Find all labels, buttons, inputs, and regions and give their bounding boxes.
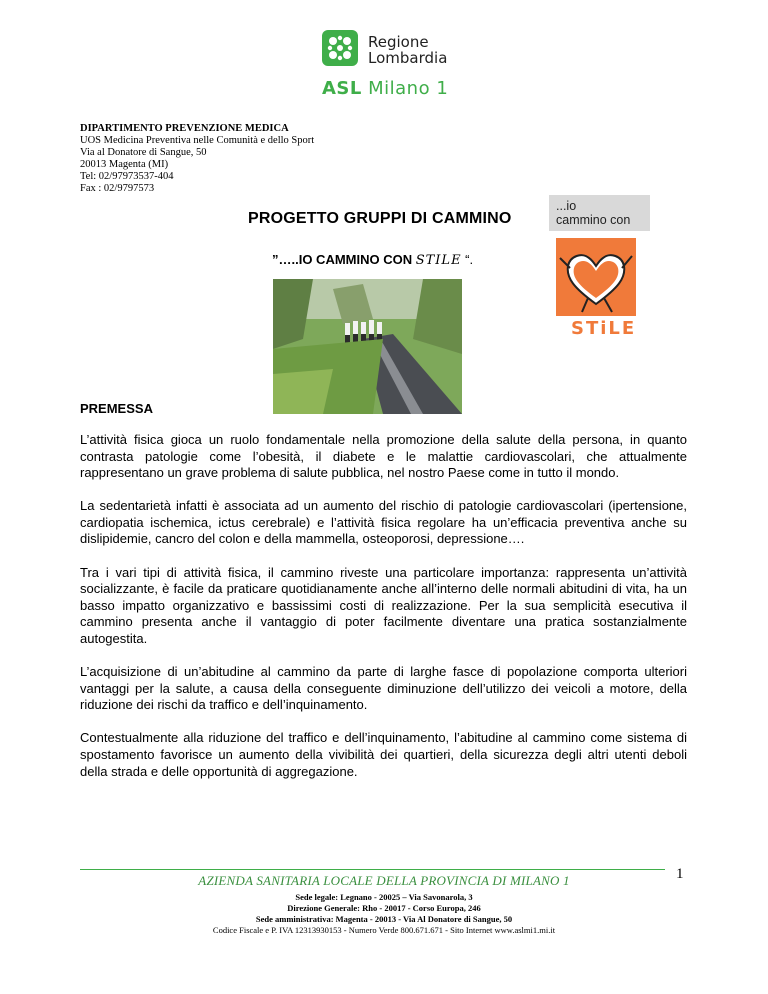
body-text [80,432,687,797]
footer-line: Codice Fiscale e P. IVA 12313930153 - Numero Verde 800.671.671 - Sito Internet www.aslmi1.mi.it [212,925,556,935]
section-heading: PREMESSA [80,401,153,416]
badge-line-1: ...io [556,199,577,213]
footer-address-block [0,892,768,936]
subtitle-suffix: “. [461,252,474,267]
asl-label [322,78,448,99]
regione-lombardia-logo [322,30,462,100]
page-number: 1 [676,866,684,882]
department-line: Fax : 02/9797573 [80,183,155,194]
paragraph: Contestualmente alla riduzione del traffico e dell’inquinamento, l’abitudine al cammino come sistema di spostamento favorisce un aumento della vivibilità dei quartieri, della sicurezza degli altri utenti deboli della strada e delle opportunità di aggregazione. [80,730,687,779]
paragraph: L’attività fisica gioca un ruolo fondamentale nella promozione della salute della persona, in quanto contrasta patologie come l’obesità, il diabete e le malattie cardiovascolari, che attualmente rappresentano un grave problema di salute pubblica, nel nostro Paese come in tutto il mondo. [80,432,687,481]
footer-organization: AZIENDA SANITARIA LOCALE DELLA PROVINCIA DI MILANO 1 [198,873,570,888]
department-line: Tel: 02/97973537-404 [80,171,174,182]
asl-area: Milano 1 [368,78,449,99]
heart-runner-icon [556,238,636,316]
department-title: DIPARTIMENTO PREVENZIONE MEDICA [80,123,289,134]
subtitle-stile: STILE [415,253,462,268]
department-line: 20013 Magenta (MI) [80,159,169,170]
department-address-block [80,123,314,195]
badge-line-2: cammino con [556,213,631,227]
campaign-badge [549,195,650,231]
paragraph: Tra i vari tipi di attività fisica, il cammino riveste una particolare importanza: rappresenta un’attività socializzante, è facile da praticare quotidianamente anche all’interno delle normali abitudini di vita, ha un basso impatto organizzativo e bassissimi costi di realizzazione. Per la sua semplicità esecutiva il cammino presenta anche il vantaggio di poter facilmente diventare una pratica sostanzialmente autogestita. [80,564,687,646]
footer-line: Sede amministrativa: Magenta - 20013 - Via Al Donatore di Sangue, 50 [255,914,513,924]
footer-line: Direzione Generale: Rho - 20017 - Corso Europa, 246 [287,903,481,913]
document-subtitle [272,252,473,268]
paragraph: L’acquisizione di un’abitudine al cammino da parte di larghe fasce di popolazione comporta ulteriori vantaggi per la salute, a causa della conseguente diminuzione dell’utilizzo dei veicoli a motore, della riduzione dei rischi da traffico e dell’inquinamento. [80,664,687,713]
document-title: PROGETTO GRUPPI DI CAMMINO [248,210,512,227]
subtitle-prefix: ”…..IO CAMMINO CON [272,252,416,267]
footer-line: Sede legale: Legnano - 20025 – Via Savonarola, 3 [295,892,473,902]
logo-wordmark [368,34,447,66]
footer-divider [80,869,665,870]
logo-line-lombardia: Lombardia [368,49,448,67]
asl-acronym: ASL [322,78,362,99]
department-line: Via al Donatore di Sangue, 50 [80,147,207,158]
department-line: UOS Medicina Preventiva nelle Comunità e dello Sport [80,135,315,146]
logo-line-regione: Regione [368,33,429,51]
badge-stile-word: STiLE [571,318,637,339]
rosa-camuna-icon [322,30,358,66]
paragraph: La sedentarietà infatti è associata ad un aumento del rischio di patologie cardiovascolari (ipertensione, cardiopatia ischemica, ictus cerebrale) e l’attività fisica regolare ha un’efficacia preventiva anche su dislipidemie, cancro del colon e della mammella, osteoporosi, depressione…. [80,498,687,547]
walking-group-photo [273,279,462,414]
